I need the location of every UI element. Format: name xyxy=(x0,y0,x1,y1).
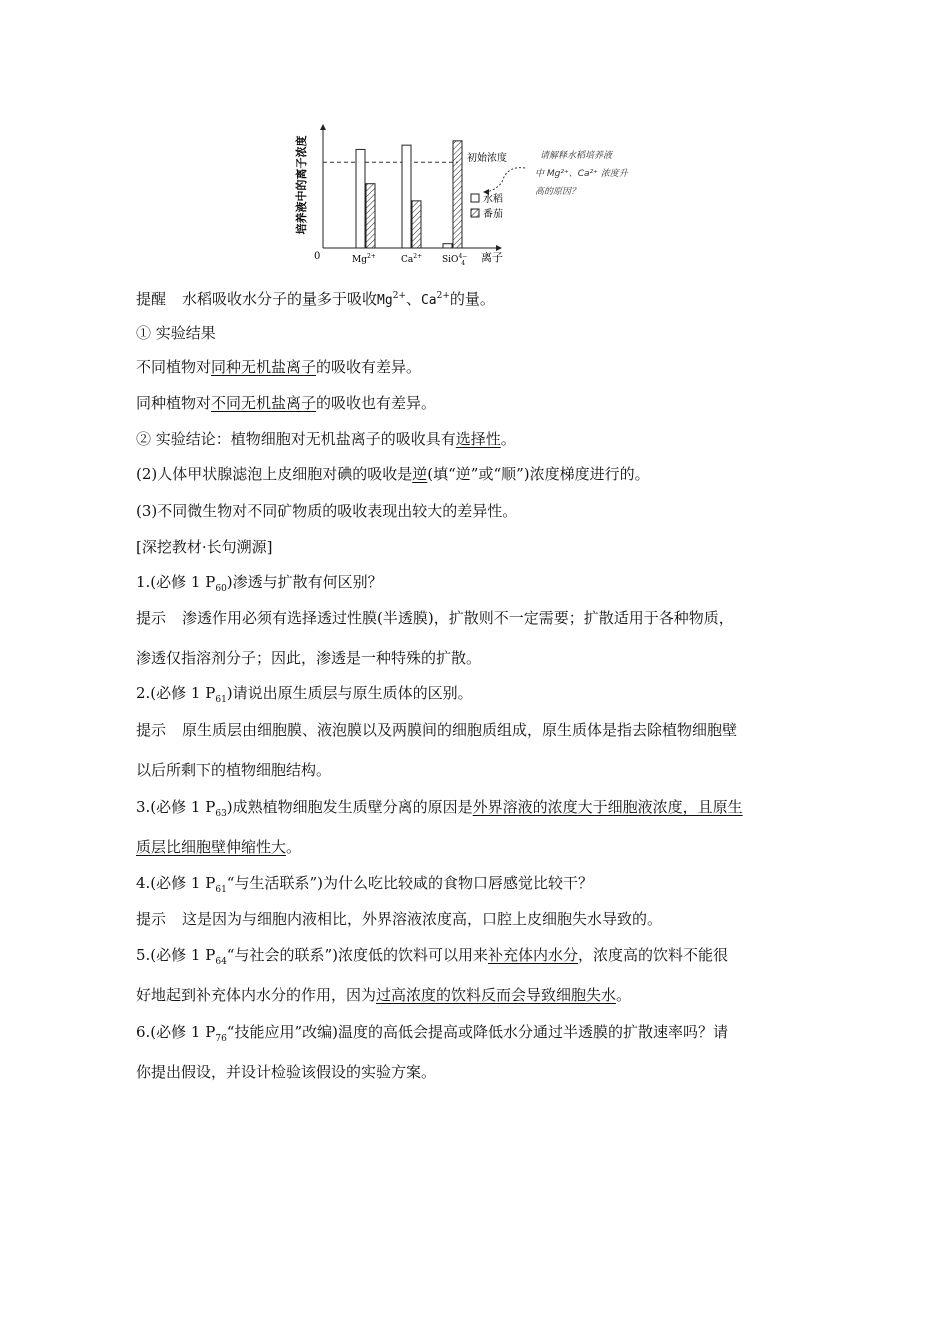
handwritten-note-line3: 高的原因？ xyxy=(535,187,581,197)
y-axis-label: 培养液中的离子浓度 xyxy=(295,135,308,235)
category-label-mg: $Mg^{2+}$ xyxy=(352,253,376,265)
question-3-line1: 3.(必修 1 $P_{63}$)成熟植物细胞发生质壁分离的原因是外界溶液的浓度大于细胞液浓度，且原生 xyxy=(136,798,743,819)
legend-label-rice: 水稻 xyxy=(483,194,503,205)
origin-label: 0 xyxy=(314,251,321,262)
answer-2-line2: 以后所剩下的植物细胞结构。 xyxy=(136,761,332,779)
ion-concentration-chart xyxy=(290,120,690,280)
hint-line: 提醒 水稻吸收水分子的量多于吸收$Mg^{2+}$、$Ca^{2+}$的量。 xyxy=(136,290,495,308)
result-line-1: 不同植物对同种无机盐离子的吸收有差异。 xyxy=(136,358,422,376)
question-6-line2: 你提出假设，并设计检验该假设的实验方案。 xyxy=(136,1063,437,1081)
y-axis-arrow-icon xyxy=(320,124,326,130)
answer-1-line1: 提示 渗透作用必须有选择透过性膜(半透膜)，扩散则不一定需要；扩散适用于各种物质， xyxy=(136,609,734,627)
question-4: 4.(必修 1 $P_{61}“$与生活联系”)为什么吃比较咸的食物口唇感觉比较干？ xyxy=(136,874,593,895)
answer-2-line1: 提示 原生质层由细胞膜、液泡膜以及两膜间的细胞质组成，原生质体是指去除植物细胞壁 xyxy=(136,721,738,739)
result-heading: ① 实验结果 xyxy=(136,324,216,342)
handwritten-note-line2: 中 Mg²⁺、Ca²⁺ 浓度升 xyxy=(535,169,628,179)
question-6-line1: 6.(必修 1 $P_{76}“$技能应用”改编)温度的高低会提高或降低水分通过半透膜的扩散速率吗？请 xyxy=(136,1023,728,1044)
bar-rice-1 xyxy=(402,145,411,248)
question-1: 1.(必修 1 $P_{60}$)渗透与扩散有何区别？ xyxy=(136,573,383,594)
category-label-sio: SiO$^{4-}$ 4 xyxy=(442,253,468,267)
bars-group xyxy=(356,141,462,248)
x-axis-label: 离子 xyxy=(481,251,503,264)
initial-concentration-label: 初始浓度 xyxy=(467,153,507,164)
legend-swatch-tomato xyxy=(471,209,479,217)
bar-tomato-2 xyxy=(453,141,462,248)
conclusion-line: ② 实验结论：植物细胞对无机盐离子的吸收具有选择性。 xyxy=(136,430,516,448)
answer-4: 提示 这是因为与细胞内液相比，外界溶液浓度高，口腔上皮细胞失水导致的。 xyxy=(136,910,663,928)
result-line-2: 同种植物对不同无机盐离子的吸收也有差异。 xyxy=(136,394,437,412)
legend-swatch-rice xyxy=(471,194,479,202)
item-3: (3)不同微生物对不同矿物质的吸收表现出较大的差异性。 xyxy=(136,502,518,520)
note-arrow-icon xyxy=(484,168,525,192)
answer-1-line2: 渗透仅指溶剂分子；因此，渗透是一种特殊的扩散。 xyxy=(136,649,482,667)
question-5-line2: 好地起到补充体内水分的作用，因为过高浓度的饮料反而会导致细胞失水。 xyxy=(136,986,632,1004)
bar-chart-svg xyxy=(290,120,690,280)
question-5-line1: 5.(必修 1 $P_{64}“$与社会的联系”)浓度低的饮料可以用来补充体内水分，浓度高的饮料不能很 xyxy=(136,946,729,967)
section-heading: [深挖教材·长句溯源] xyxy=(136,538,273,556)
legend-label-tomato: 番茄 xyxy=(483,209,503,220)
bar-tomato-1 xyxy=(412,201,421,248)
question-2: 2.(必修 1 $P_{61}$)请说出原生质层与原生质体的区别。 xyxy=(136,684,473,705)
bar-tomato-0 xyxy=(366,184,375,248)
question-3-line2: 质层比细胞壁伸缩性大。 xyxy=(136,838,302,856)
handwritten-note-line1: 请解释水稻培养液 xyxy=(540,151,613,161)
item-2: (2)人体甲状腺滤泡上皮细胞对碘的吸收是逆(填“逆”或“顺”)浓度梯度进行的。 xyxy=(136,465,650,483)
bar-rice-0 xyxy=(356,149,365,248)
category-label-ca: $Ca^{2+}$ xyxy=(401,253,423,265)
bar-rice-2 xyxy=(443,244,452,248)
